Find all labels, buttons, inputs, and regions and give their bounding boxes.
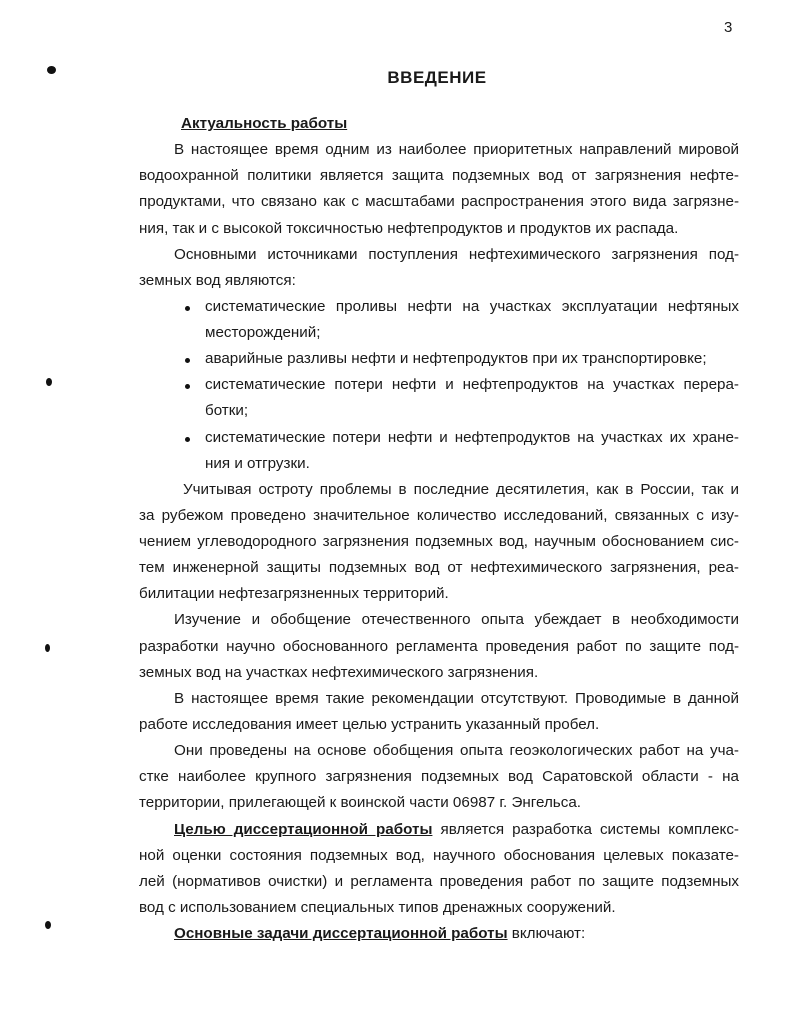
page-title: ВВЕДЕНИЕ bbox=[387, 68, 487, 87]
scan-speck bbox=[47, 66, 56, 74]
line-text: ботки; bbox=[205, 402, 249, 420]
line-text: стке наиболее крупного загрязнения подземных вод Саратовской области - на bbox=[139, 768, 739, 786]
line-text: земных вод являются: bbox=[139, 271, 296, 289]
scan-speck bbox=[46, 378, 52, 386]
paragraph-line bbox=[139, 193, 739, 211]
line-text: ния и отгрузки. bbox=[205, 454, 310, 472]
line-text: за рубежом проведено значительное количество исследований, связанных с изу- bbox=[139, 506, 739, 524]
page-number: 3 bbox=[724, 19, 733, 36]
bullet-item-line bbox=[205, 324, 320, 342]
paragraph-line bbox=[139, 507, 739, 525]
bullet-item-line bbox=[205, 429, 739, 447]
paragraph-line bbox=[139, 716, 599, 734]
paragraph-line bbox=[139, 664, 538, 682]
paragraph-line bbox=[174, 246, 739, 264]
line-text: работе исследования имеет целью устранить указанный пробел. bbox=[139, 715, 600, 733]
line-text: месторождений; bbox=[205, 324, 321, 342]
line-text: систематические потери нефти и нефтепродуктов на участках перера- bbox=[205, 376, 739, 394]
scan-speck bbox=[45, 921, 51, 929]
bullet-item-line bbox=[205, 376, 739, 394]
bullet-icon bbox=[185, 437, 190, 442]
paragraph-line bbox=[139, 873, 739, 891]
line-text: является разработка системы комплекс- bbox=[432, 820, 739, 838]
bullet-icon bbox=[185, 306, 190, 311]
bullet-item-line bbox=[205, 455, 310, 473]
line-text: Они проведены на основе обобщения опыта геоэкологических работ на уча- bbox=[174, 742, 739, 760]
bullet-item-line bbox=[205, 350, 707, 368]
line-text: Основными источниками поступления нефтехимического загрязнения под- bbox=[174, 245, 739, 263]
paragraph-line bbox=[174, 611, 739, 629]
line-text: тем инженерной защиты подземных вод от нефтехимического загрязнения, реа- bbox=[139, 559, 739, 577]
underlined-bold-term: Целью диссертационной работы bbox=[174, 820, 433, 838]
paragraph-line bbox=[174, 690, 739, 708]
paragraph-line bbox=[174, 821, 739, 839]
paragraph-line bbox=[139, 768, 739, 786]
line-text: Учитывая остроту проблемы в последние десятилетия, как в России, так и bbox=[183, 480, 739, 498]
line-text: включают: bbox=[507, 925, 586, 943]
line-text: Изучение и обобщение отечественного опыта убеждает в необходимости bbox=[174, 611, 739, 629]
paragraph-line bbox=[183, 481, 739, 499]
line-text: водоохранной политики является защита подземных вод от загрязнения нефте- bbox=[139, 167, 739, 185]
paragraph-line bbox=[139, 794, 581, 812]
paragraph-line bbox=[139, 638, 739, 656]
paragraph-line bbox=[174, 141, 739, 159]
line-text: вод с использованием специальных типов дренажных сооружений. bbox=[139, 898, 616, 916]
paragraph-line bbox=[174, 742, 739, 760]
paragraph-line bbox=[139, 167, 739, 185]
line-text: земных вод на участках нефтехимического загрязнения. bbox=[139, 663, 539, 681]
underlined-bold-term: Актуальность работы bbox=[181, 115, 348, 132]
paragraph-line bbox=[139, 220, 678, 238]
line-text: билитации нефтезагрязненных территорий. bbox=[139, 585, 449, 603]
bullet-icon bbox=[185, 358, 190, 363]
line-text: продуктами, что связано как с масштабами распространения этого вида загрязне- bbox=[139, 193, 739, 211]
section-heading bbox=[181, 115, 347, 133]
paragraph-line bbox=[139, 533, 739, 551]
line-text: систематические потери нефти и нефтепродуктов на участках их хране- bbox=[205, 428, 739, 446]
line-text: В настоящее время одним из наиболее приоритетных направлений мировой bbox=[174, 141, 739, 159]
line-text: ной оценки состояния подземных вод, научного обоснования целевых показате- bbox=[139, 846, 739, 864]
line-text: ния, так и с высокой токсичностью нефтепродуктов и продуктов их распада. bbox=[139, 219, 679, 237]
line-text: чением углеводородного загрязнения подземных вод, научным обоснованием сис- bbox=[139, 533, 739, 551]
paragraph-line bbox=[139, 272, 296, 290]
line-text: территории, прилегающей к воинской части 06987 г. Энгельса. bbox=[139, 794, 581, 812]
bullet-item-line bbox=[205, 298, 739, 316]
bullet-item-line bbox=[205, 402, 248, 420]
paragraph-line bbox=[139, 585, 449, 603]
bullet-icon bbox=[185, 384, 190, 389]
line-text: В настоящее время такие рекомендации отсутствуют. Проводимые в данной bbox=[174, 689, 739, 707]
paragraph-line bbox=[139, 899, 616, 917]
line-text: лей (нормативов очистки) и регламента проведения работ по защите подземных bbox=[139, 872, 739, 890]
line-text: систематические проливы нефти на участках эксплуатации нефтяных bbox=[205, 297, 739, 315]
line-text: разработки научно обоснованного регламента проведения работ по защите под- bbox=[139, 637, 739, 655]
scan-speck bbox=[45, 644, 50, 652]
paragraph-line bbox=[139, 847, 739, 865]
line-text: аварийные разливы нефти и нефтепродуктов при их транспортировке; bbox=[205, 350, 707, 368]
paragraph-line bbox=[174, 925, 585, 943]
paragraph-line bbox=[139, 559, 739, 577]
underlined-bold-term: Основные задачи диссертационной работы bbox=[174, 925, 508, 943]
